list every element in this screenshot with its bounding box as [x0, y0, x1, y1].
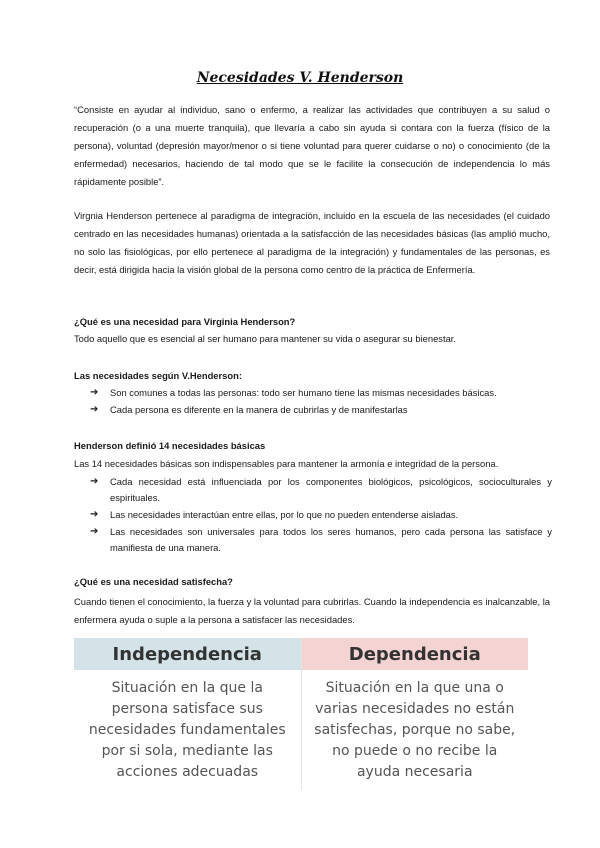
- dependencia-column: [302, 638, 529, 790]
- arrow-bullet-icon: ➔: [90, 476, 99, 487]
- list-item: ➔ Las necesidades interactúan entre ellas, por lo que no pueden entenderse aisladas.: [90, 507, 552, 523]
- arrow-bullet-icon: ➔: [90, 526, 99, 537]
- catorce-necesidades-list: [90, 474, 552, 557]
- dependencia-description: Situación en la que una o varias necesidades no están satisfechas, porque no sabe, no puede o no recibe la ayuda necesaria: [314, 679, 516, 780]
- list-item: ➔ Cada necesidad está influenciada por los componentes biológicos, psicológicos, socioculturales y espirituales.: [90, 476, 552, 503]
- henderson-quote: “Consiste en ayudar al individuo, sano o enfermo, a realizar las actividades que contribuyen a su salud o recuperación (o a una muerte tranquila), que llevaría a cabo sin ayuda si contara con la fuerza (físico de la persona), voluntad (depresión mayor/menor o si tiene voluntad para querer cuidarse o no) o conocimiento (de la enfermedad) necesarios, haciendo de tal modo que se le facilite la consecución de independencia lo más rápidamente posible”.: [74, 104, 550, 187]
- list-item: ➔ Son comunes a todas las personas: todo ser humano tiene las mismas necesidades básicas.: [90, 385, 552, 401]
- page-title: Necesidades V. Henderson: [196, 70, 404, 86]
- catorce-necesidades-text: Las 14 necesidades básicas son indispensables para mantener la armonía e integridad de la persona.: [74, 458, 499, 469]
- catorce-necesidades-heading: Henderson definió 14 necesidades básicas: [74, 440, 266, 451]
- arrow-bullet-icon: ➔: [90, 404, 99, 415]
- arrow-bullet-icon: ➔: [90, 509, 99, 520]
- segun-henderson-heading: Las necesidades según V.Henderson:: [74, 370, 242, 381]
- question-satisfecha-answer: Cuando tienen el conocimiento, la fuerza y la voluntad para cubrirlas. Cuando la independencia es inalcanzable, la enfermera ayuda o suple a la persona a satisfacer las necesidades.: [74, 596, 550, 625]
- list-item: ➔ Cada persona es diferente en la manera de cubrirlas y de manifestarlas: [90, 402, 552, 418]
- independencia-dependencia-table: [74, 638, 528, 790]
- segun-henderson-list: [90, 385, 552, 419]
- question-satisfecha-heading: ¿Qué es una necesidad satisfecha?: [74, 576, 233, 587]
- list-item: ➔ Las necesidades son universales para todos los seres humanos, pero cada persona las satisface y manifiesta de una manera.: [90, 526, 552, 553]
- independencia-header: Independencia: [74, 638, 301, 670]
- question-necesidad-heading: ¿Qué es una necesidad para Virginia Henderson?: [74, 316, 296, 327]
- independencia-column: [74, 638, 302, 790]
- question-necesidad-answer: Todo aquello que es esencial al ser humano para mantener su vida o asegurar su bienestar.: [74, 333, 457, 344]
- independencia-description: Situación en la que la persona satisface sus necesidades fundamentales por si sola, mediante las acciones adecuadas: [88, 679, 286, 780]
- dependencia-header: Dependencia: [302, 638, 529, 670]
- arrow-bullet-icon: ➔: [90, 387, 99, 398]
- intro-paragraph: Virgnia Henderson pertenece al paradigma de integración, incluido en la escuela de las necesidades (el cuidado centrado en las necesidades humanas) orientada a la satisfacción de las necesidades básicas (las amplió mucho, no solo las fisiológicas, por ello pertenece al paradigma de la integración) y fundamentales de las personas, es decir, está dirigida hacia la visión global de la persona como centro de la práctica de Enfermería.: [74, 210, 550, 275]
